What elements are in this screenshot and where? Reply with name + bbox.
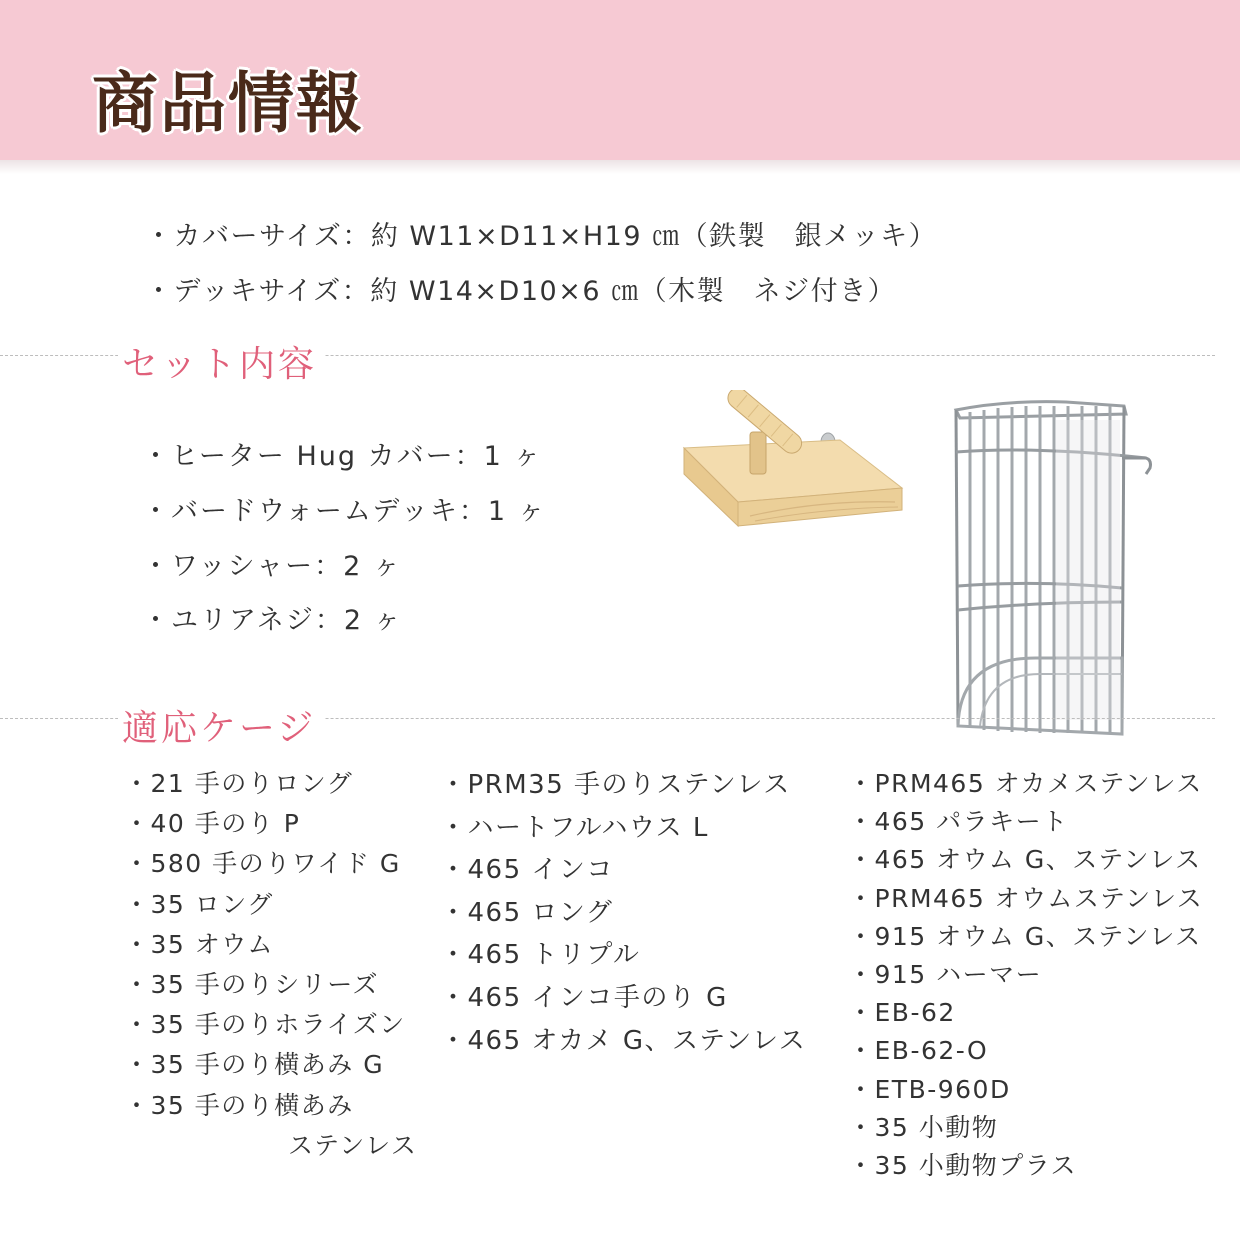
list-item: ・21 手のりロング (124, 769, 354, 798)
spec-deck-size: ・デッキサイズ：約 W14×D10×6 ㎝（木製 ネジ付き） (145, 276, 897, 307)
compatible-cages-heading: 適応ケージ (118, 700, 324, 751)
set-contents-heading: セット内容 (118, 336, 325, 387)
list-item: ・465 インコ (440, 855, 614, 886)
list-item: ・ハートフルハウス L (440, 812, 709, 843)
list-item: ・35 オウム (124, 929, 275, 959)
set-item: ・ヒーター Hug カバー：1 ヶ (142, 441, 543, 472)
set-item: ・バードウォームデッキ：1 ヶ (142, 496, 547, 527)
wire-cover-image (946, 396, 1166, 741)
list-item: ・PRM35 手のりステンレス (440, 770, 791, 800)
page-title: 商品情報 (92, 65, 364, 142)
cage-list-column-1 (124, 768, 417, 1170)
list-item: ・PRM465 オカメステンレス (848, 769, 1203, 798)
list-item: ・35 小動物プラス (848, 1150, 1078, 1180)
list-item: ・465 ロング (440, 897, 614, 928)
list-item: ・915 ハーマー (848, 959, 1043, 989)
list-item: ・580 手のりワイド G (124, 849, 401, 879)
list-item: ・465 オウム G、ステンレス (848, 845, 1202, 875)
spec-cover-size: ・カバーサイズ：約 W11×D11×H19 ㎝（鉄製 銀メッキ） (145, 221, 938, 252)
list-item: ・EB-62-O (848, 1036, 989, 1066)
list-item: ・465 オカメ G、ステンレス (440, 1025, 807, 1056)
cage-list-column-3 (848, 768, 1203, 1188)
list-item: ・35 ロング (124, 889, 274, 919)
list-item: ・EB-62 (848, 998, 956, 1028)
wooden-deck-image (680, 390, 920, 550)
cage-list-column-2 (440, 768, 806, 1066)
list-item: ・35 手のり横あみ (124, 1090, 354, 1120)
list-item: ・465 インコ手のり G (440, 982, 728, 1013)
list-item: ・35 手のりホライズン (124, 1010, 406, 1040)
header-shadow (0, 160, 1240, 174)
list-item: ・40 手のり P (124, 809, 301, 839)
list-item: ・35 手のりシリーズ (124, 969, 380, 999)
list-item-continuation: ステンレス (288, 1130, 418, 1160)
list-item: ・915 オウム G、ステンレス (848, 921, 1202, 951)
set-item: ・ワッシャー：2 ヶ (142, 551, 402, 582)
list-item: ・465 パラキート (848, 807, 1069, 837)
header-banner (0, 0, 1240, 160)
set-item: ・ユリアネジ：2 ヶ (142, 605, 403, 636)
list-item: ・465 トリプル (440, 940, 641, 971)
list-item: ・35 小動物 (848, 1112, 999, 1142)
list-item: ・PRM465 オウムステンレス (848, 883, 1204, 913)
list-item: ・ETB-960D (848, 1074, 1011, 1104)
list-item: ・35 手のり横あみ G (124, 1050, 385, 1080)
